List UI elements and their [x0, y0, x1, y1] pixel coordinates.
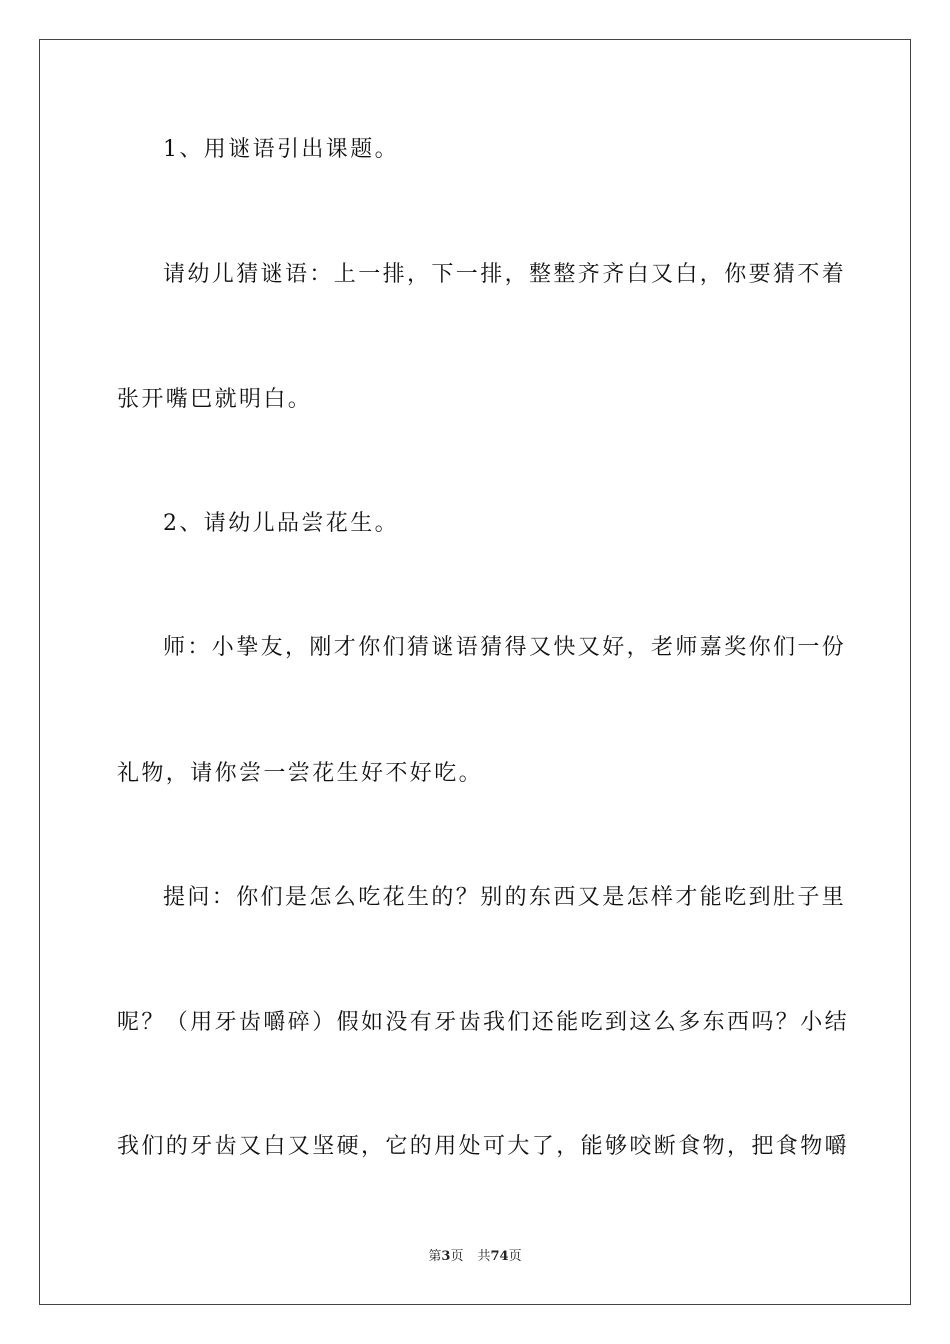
- paragraph-line: 请幼儿猜谜语：上一排，下一排，整整齐齐白又白，你要猜不着: [163, 262, 847, 287]
- footer-total-prefix: 共: [477, 1249, 491, 1264]
- paragraph-line: 呢？（用牙齿嚼碎）假如没有牙齿我们还能吃到这么多东西吗？小结: [117, 1010, 850, 1035]
- paragraph-line: 我们的牙齿又白又坚硬，它的用处可大了，能够咬断食物，把食物嚼: [117, 1134, 850, 1159]
- paragraph-line: 张开嘴巴就明白。: [117, 387, 313, 412]
- footer-page-prefix: 第: [428, 1249, 442, 1264]
- footer-page-suffix: 页: [450, 1249, 464, 1264]
- page-frame: [39, 39, 911, 1305]
- paragraph-line: 2、请幼儿品尝花生。: [163, 511, 399, 536]
- footer-total-suffix: 页: [508, 1249, 522, 1264]
- paragraph-line: 师：小挚友，刚才你们猜谜语猜得又快又好，老师嘉奖你们一份: [163, 635, 847, 660]
- footer-total-pages: 74: [490, 1249, 509, 1264]
- paragraph-line: 提问：你们是怎么吃花生的？别的东西又是怎样才能吃到肚子里: [163, 885, 847, 910]
- page-footer: [0, 1248, 950, 1266]
- paragraph-line: 1、用谜语引出课题。: [163, 137, 399, 162]
- footer-page-number: 3: [441, 1249, 451, 1264]
- paragraph-line: 礼物，请你尝一尝花生好不好吃。: [117, 761, 484, 786]
